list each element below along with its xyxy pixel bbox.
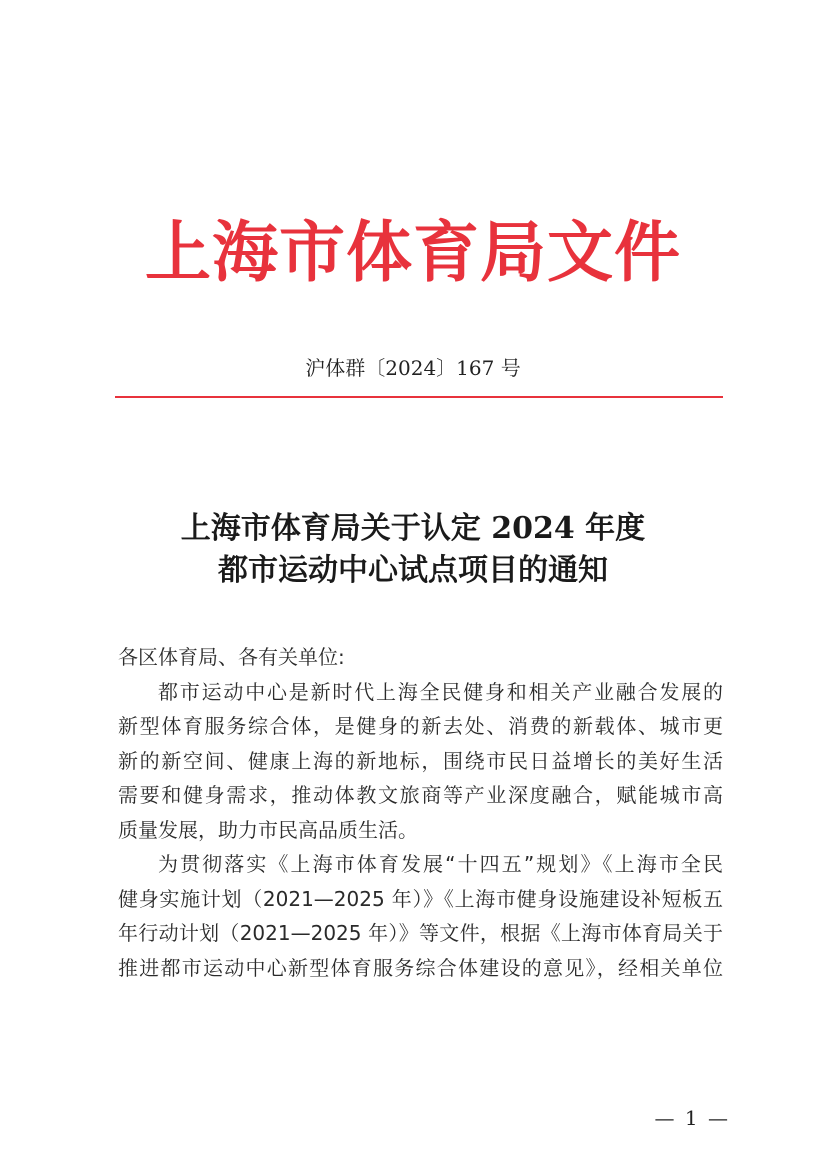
paragraph-line: 健身实施计划（2021—2025 年）》《上海市健身设施建设补短板五 (118, 886, 723, 911)
paragraph-line: 推进都市运动中心新型体育服务综合体建设的意见》，经相关单位 (118, 955, 723, 980)
notice-title (0, 508, 826, 592)
notice-title-line-2: 都市运动中心试点项目的通知 (218, 553, 608, 588)
paragraph-line: 新型体育服务综合体，是健身的新去处、消费的新载体、城市更 (118, 714, 723, 738)
masthead-title: 上海市体育局文件 (145, 213, 681, 291)
paragraph-line: 质量发展，助力市民高品质生活。 (118, 817, 418, 842)
paragraph-line: 年行动计划（2021—2025 年）》等文件，根据《上海市体育局关于 (118, 921, 723, 945)
paragraph-1 (118, 675, 723, 848)
document-body (118, 640, 723, 985)
paragraph-line: 新的新空间、健康上海的新地标，围绕市民日益增长的美好生活 (118, 748, 723, 773)
salutation: 各区体育局、各有关单位: (118, 645, 345, 669)
document-number: 沪体群〔2024〕167 号 (305, 356, 521, 380)
paragraph-line: 都市运动中心是新时代上海全民健身和相关产业融合发展的 (158, 679, 723, 704)
paragraph-line: 为贯彻落实《上海市体育发展“十四五”规划》《上海市全民 (158, 852, 723, 876)
page-number: — 1 — (654, 1106, 730, 1130)
paragraph-2 (118, 847, 723, 985)
paragraph-line: 需要和健身需求，推动体教文旅商等产业深度融合，赋能城市高 (118, 783, 723, 807)
red-divider-line (115, 396, 723, 398)
notice-title-line-1: 上海市体育局关于认定 2024 年度 (180, 511, 646, 546)
